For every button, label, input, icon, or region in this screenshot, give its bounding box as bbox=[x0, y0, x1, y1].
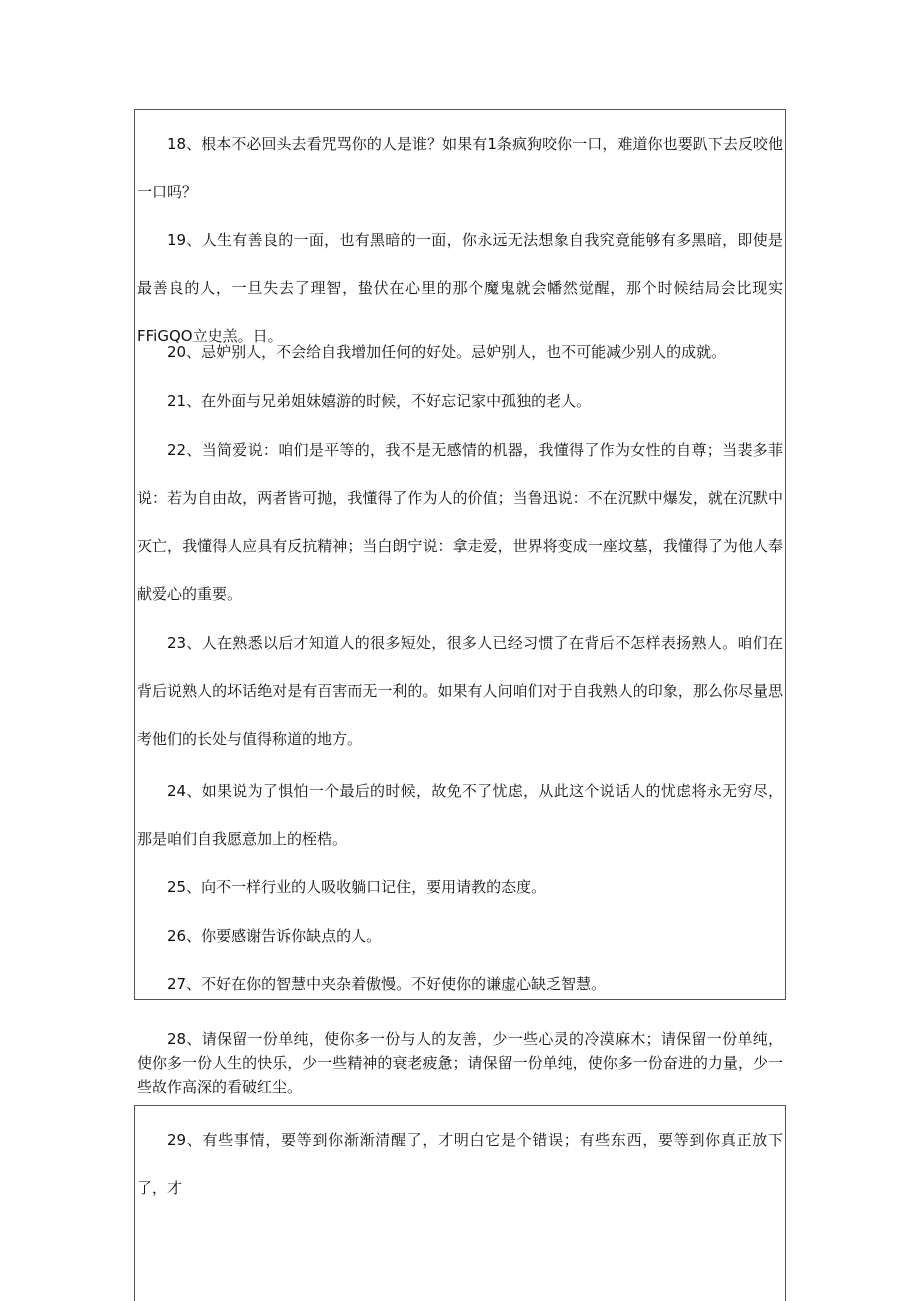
paragraph-18: 18、根本不必回头去看咒骂你的人是谁？如果有1条疯狗咬你一口，难道你也要趴下去反咬他一口吗？ bbox=[137, 135, 783, 201]
paragraph-25: 25、向不一样行业的人吸收躺口记住，要用请教的态度。 bbox=[167, 878, 547, 896]
paragraph-27: 27、不好在你的智慧中夹杂着傲慢。不好使你的谦虚心缺乏智慧。 bbox=[167, 975, 607, 993]
paragraph-21: 21、在外面与兄弟姐妹嬉游的时候，不好忘记家中孤独的老人。 bbox=[167, 392, 592, 410]
paragraph-23: 23、人在熟悉以后才知道人的很多短处，很多人已经习惯了在背后不怎样表扬熟人。咱们在背后说熟人的坏话绝对是有百害而无一利的。如果有人问咱们对于自我熟人的印象，那么你尽量思考他们的长处与值得称道的地方。 bbox=[137, 634, 783, 748]
paragraph-28: 28、请保留一份单纯，使你多一份与人的友善，少一些心灵的冷漠麻木；请保留一份单纯，使你多一份人生的快乐，少一些精神的衰老疲惫；请保留一份单纯，使你多一份奋进的力量，少一些故作高深的看破红尘。 bbox=[137, 1030, 783, 1096]
paragraph-29: 29、有些事情，要等到你渐渐清醒了，才明白它是个错误；有些东西，要等到你真正放下了，才 bbox=[137, 1131, 783, 1197]
paragraph-20: 20、忌妒别人，不会给自我增加任何的好处。忌妒别人，也不可能减少别人的成就。 bbox=[167, 343, 727, 361]
paragraph-19: 19、人生有善良的一面，也有黑暗的一面，你永远无法想象自我究竟能够有多黑暗，即使是最善良的人，一旦失去了理智，蛰伏在心里的那个魔鬼就会幡然觉醒，那个时候结局会比现实FFiGQO立史羔。日。 bbox=[137, 231, 783, 345]
paragraph-22: 22、当简爱说：咱们是平等的，我不是无感情的机器，我懂得了作为女性的自尊；当裴多菲说：若为自由故，两者皆可抛，我懂得了作为人的价值；当鲁迅说：不在沉默中爆发，就在沉默中灭亡，我懂得人应具有反抗精神；当白朗宁说：拿走爱，世界将变成一座坟墓，我懂得了为他人奉献爱心的重要。 bbox=[137, 441, 783, 603]
paragraph-26: 26、你要感谢告诉你缺点的人。 bbox=[167, 927, 382, 945]
paragraph-24: 24、如果说为了惧怕一个最后的时候，故免不了忧虑，从此这个说话人的忧虑将永无穷尽，那是咱们自我愿意加上的桎梏。 bbox=[137, 782, 783, 848]
